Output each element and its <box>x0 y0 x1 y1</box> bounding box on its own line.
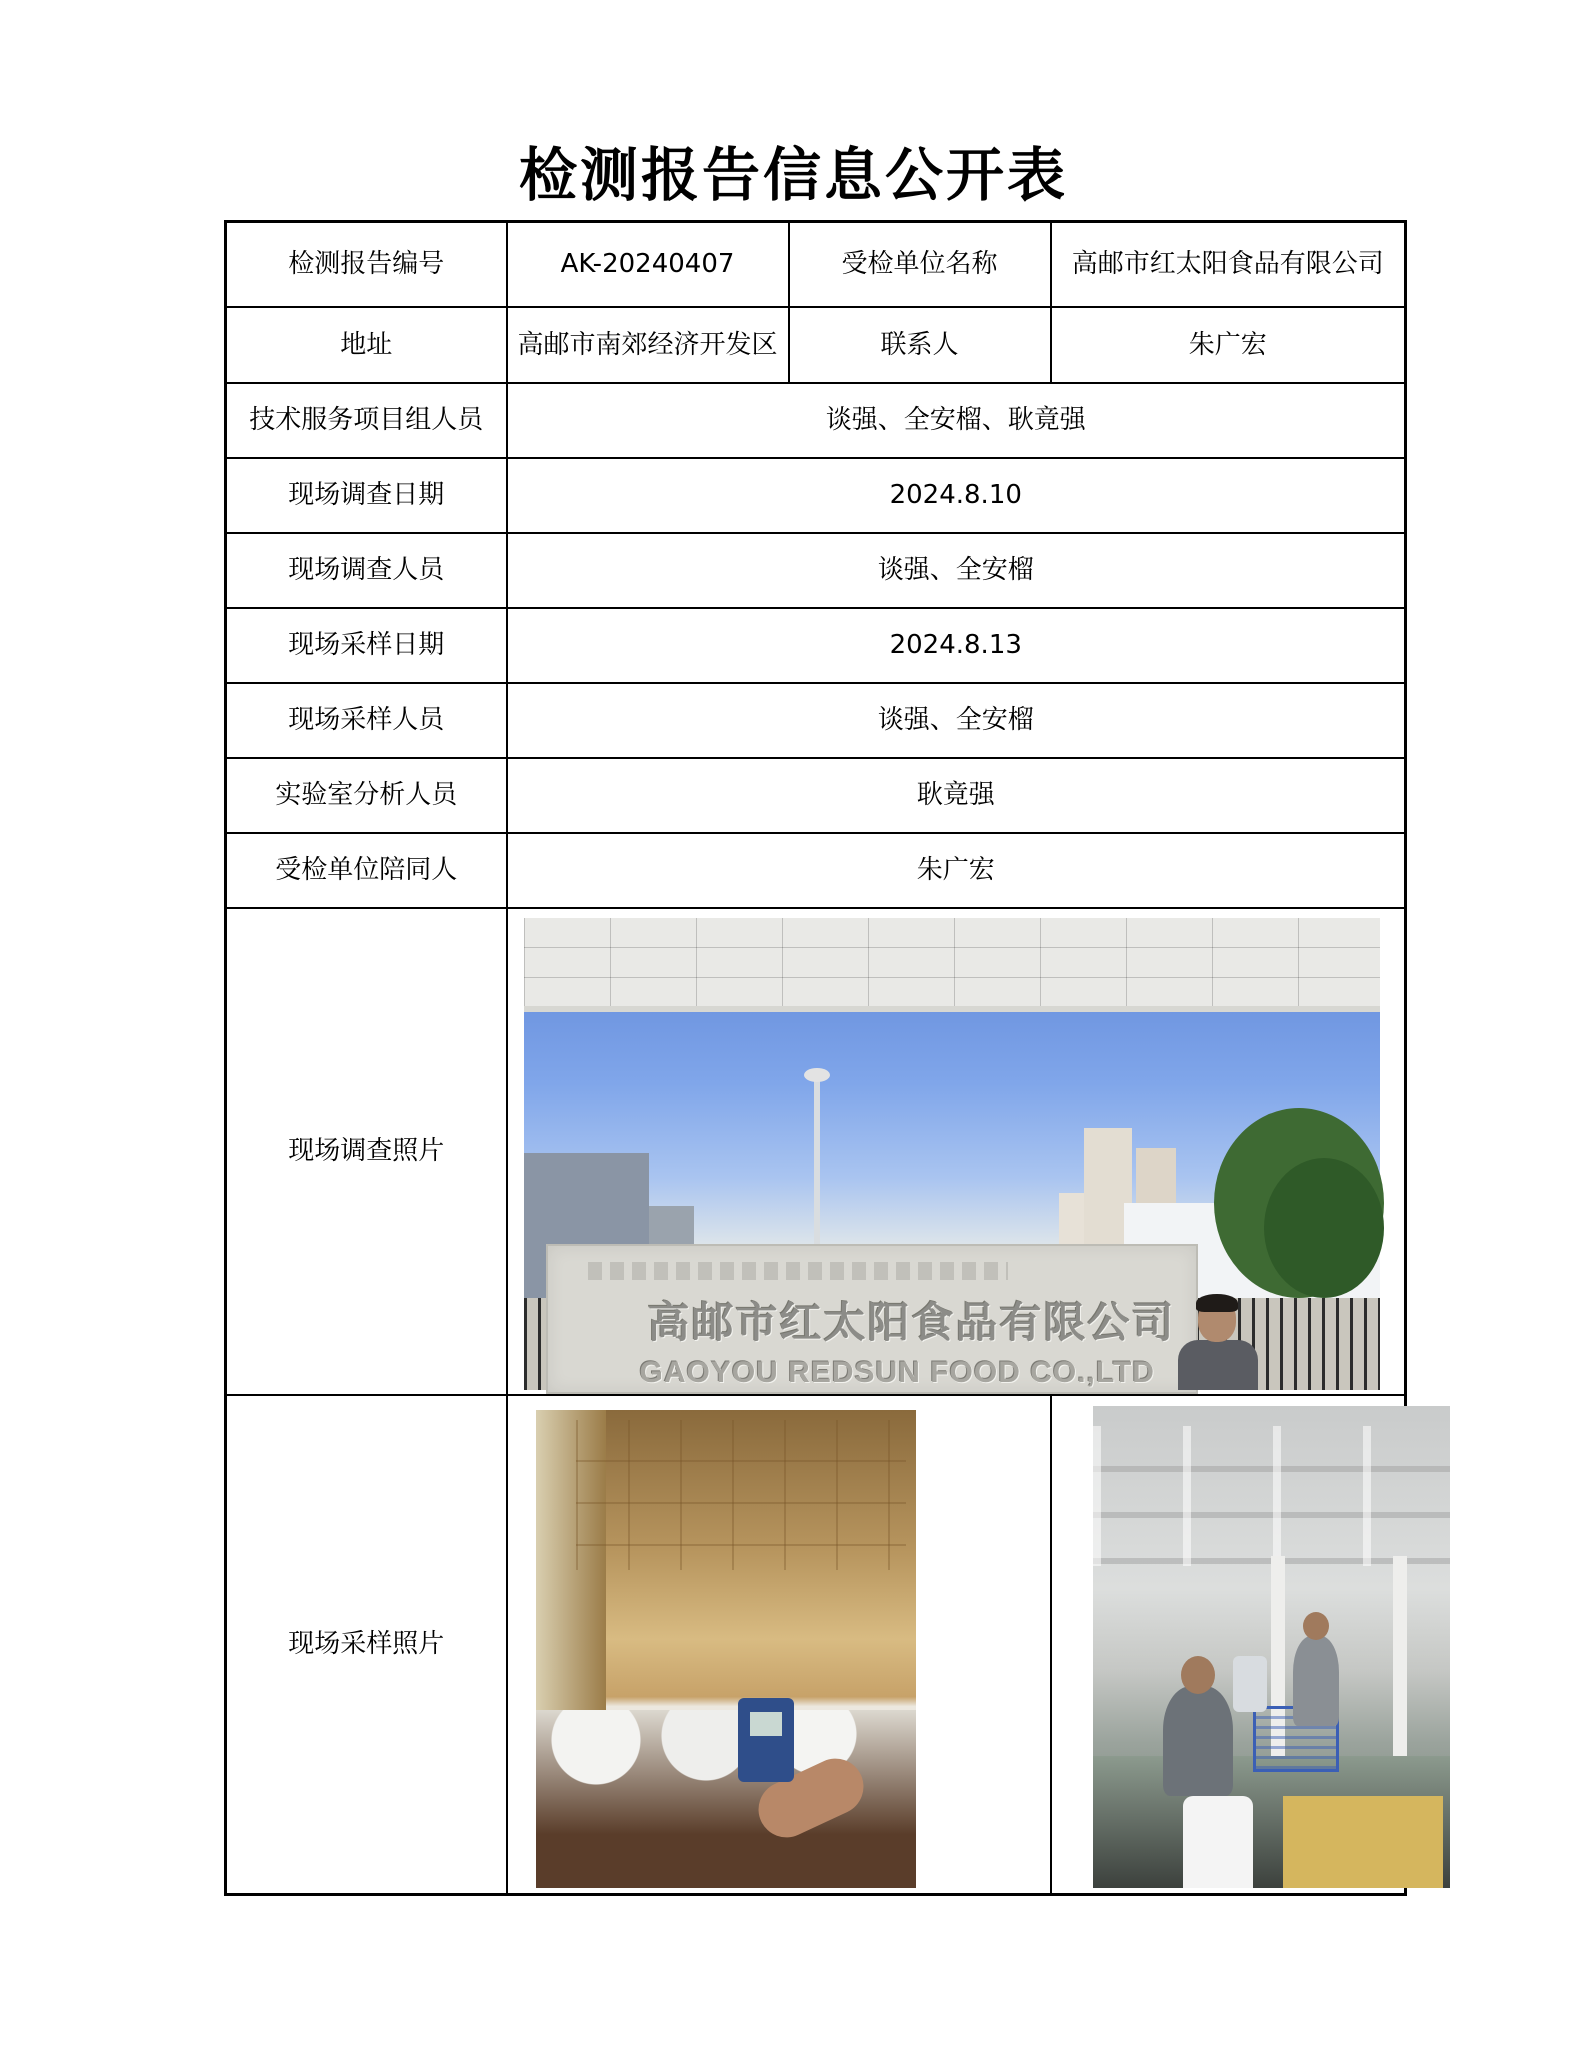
survey-date-label: 现场调查日期 <box>226 458 507 533</box>
lab-staff-value: 耿竟强 <box>507 758 1406 833</box>
company-sign <box>546 1244 1198 1394</box>
lab-staff-label: 实验室分析人员 <box>226 758 507 833</box>
table-row <box>226 908 1406 1395</box>
table-row <box>226 383 1406 458</box>
survey-staff-value: 谈强、全安榴 <box>507 533 1406 608</box>
escort-label: 受检单位陪同人 <box>226 833 507 908</box>
table-row <box>226 307 1406 383</box>
sign-chinese-text: 高邮市红太阳食品有限公司 <box>647 1297 1176 1347</box>
sampling-photo-label: 现场采样照片 <box>226 1395 507 1895</box>
report-no-label: 检测报告编号 <box>226 222 507 307</box>
sampling-photo-cell-right <box>1051 1395 1406 1895</box>
table-row <box>226 758 1406 833</box>
address-value: 高邮市南郊经济开发区 <box>507 307 789 383</box>
sampling-photo-cell-left <box>507 1395 1051 1895</box>
unit-name-label: 受检单位名称 <box>789 222 1051 307</box>
person-figure <box>1174 1298 1260 1390</box>
workshop-image <box>1093 1406 1450 1888</box>
sign-english-text: GAOYOU REDSUN FOOD CO.,LTD <box>639 1355 1155 1389</box>
contact-label: 联系人 <box>789 307 1051 383</box>
survey-photo <box>508 909 1407 1394</box>
factory-gate-image <box>524 918 1380 1390</box>
page-title: 检测报告信息公开表 <box>518 141 1068 209</box>
survey-staff-label: 现场调查人员 <box>226 533 507 608</box>
sampling-staff-label: 现场采样人员 <box>226 683 507 758</box>
escort-value: 朱广宏 <box>507 833 1406 908</box>
cold-storage-image <box>536 1410 916 1888</box>
report-no-value: AK-20240407 <box>507 222 789 307</box>
survey-photo-cell <box>507 908 1406 1395</box>
report-table <box>224 220 1407 1896</box>
table-row <box>226 1395 1406 1895</box>
measuring-instrument <box>738 1698 794 1782</box>
table-row <box>226 533 1406 608</box>
table-row <box>226 833 1406 908</box>
sampling-photo-workshop <box>1052 1396 1507 1893</box>
measuring-instrument <box>1233 1656 1267 1712</box>
canopy-ceiling <box>524 918 1380 1012</box>
unit-name-value: 高邮市红太阳食品有限公司 <box>1051 222 1406 307</box>
table-row <box>226 222 1406 307</box>
team-label: 技术服务项目组人员 <box>226 383 507 458</box>
survey-date-value: 2024.8.10 <box>507 458 1406 533</box>
contact-value: 朱广宏 <box>1051 307 1406 383</box>
table-row <box>226 683 1406 758</box>
sampling-date-label: 现场采样日期 <box>226 608 507 683</box>
address-label: 地址 <box>226 307 507 383</box>
sampling-date-value: 2024.8.13 <box>507 608 1406 683</box>
table-row <box>226 608 1406 683</box>
survey-photo-label: 现场调查照片 <box>226 908 507 1395</box>
table-row <box>226 458 1406 533</box>
team-value: 谈强、全安榴、耿竟强 <box>507 383 1406 458</box>
sampling-photo-cold-storage <box>508 1396 952 1893</box>
sampling-staff-value: 谈强、全安榴 <box>507 683 1406 758</box>
